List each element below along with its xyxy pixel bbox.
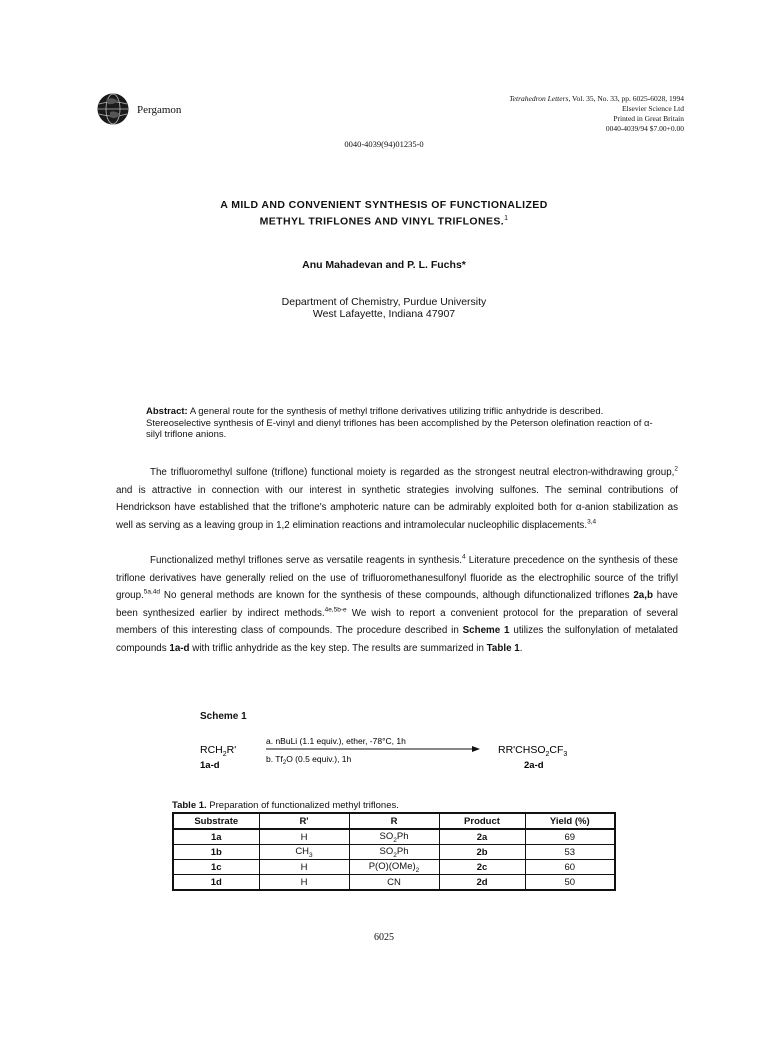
cell-product: 2a (439, 829, 525, 845)
p2-ref-2: 5a,4d (143, 588, 161, 596)
table-row (173, 875, 615, 891)
scheme-product-label: 2a-d (524, 760, 544, 771)
p2-text-e: We wish to report a convenient protocol for the preparation of several members of this interesting class of compounds. The procedure described in (116, 607, 678, 637)
cell-substrate: 1b (173, 845, 259, 860)
cell-substrate: 1d (173, 875, 259, 891)
p2-text-d: have been synthesized earlier by indirect methods. (116, 590, 678, 619)
scheme-reactant-label: 1a-d (200, 760, 220, 771)
journal-name: Tetrahedron Letters (509, 94, 569, 103)
p2-text-b: Literature precedence on the synthesis of these triflone derivatives have generally relied on the use of trifluoromethanesulfonyl fluoride as the electrophilic source of the triflyl group. (116, 555, 678, 602)
header-product: Product (439, 813, 525, 829)
header-yield: Yield (%) (525, 813, 615, 829)
cell-rprime: $CH_3$ (259, 845, 349, 860)
paper-title (120, 198, 648, 229)
body-paragraph-2 (116, 552, 678, 658)
table-caption-label: Table 1. (172, 800, 207, 811)
scheme-title: Scheme 1 (200, 711, 247, 722)
p2-ref-1: 4 (461, 553, 466, 561)
journal-price: 0040-4039/94 $7.00+0.00 (605, 124, 684, 133)
cell-rprime: H (259, 875, 349, 891)
header-rprime: R' (259, 813, 349, 829)
p1-ref-1: 2 (674, 465, 678, 473)
p2-text-c: No general methods are known for the synthesis of these compounds, although difunctionalized triflones (160, 590, 634, 602)
cell-product: 2c (439, 860, 525, 875)
cell-r: $P(O)(OMe)_2$ (349, 860, 439, 875)
p2-scheme-ref: Scheme 1 (462, 625, 510, 637)
header-substrate: Substrate (173, 813, 259, 829)
cell-r: $SO_2Ph$ (349, 845, 439, 860)
cell-yield: 60 (525, 860, 615, 875)
results-table (172, 812, 616, 891)
table-row (173, 845, 615, 860)
cell-yield: 50 (525, 875, 615, 891)
journal-info (509, 94, 684, 134)
table-row (173, 860, 615, 875)
p2-ref-3: 4e,5b-e (324, 606, 347, 614)
journal-volume: , Vol. 35, No. 33, pp. 6025-6028, 1994 (568, 94, 684, 103)
journal-printed: Printed in Great Britain (613, 114, 684, 123)
scheme-reactant: $RCH_2R'$ (200, 744, 237, 758)
table-row (173, 829, 615, 845)
affiliation-line-1: Department of Chemistry, Purdue University (281, 296, 487, 308)
table-caption-text: Preparation of functionalized methyl triflones. (206, 800, 399, 811)
p1-ref-2: 3,4 (587, 518, 597, 526)
table-header-row (173, 813, 615, 829)
header-r: R (349, 813, 439, 829)
title-line-2: METHYL TRIFLONES AND VINYL TRIFLONES. (259, 215, 505, 228)
p1-text-a: The trifluoromethyl sulfone (triflone) functional moiety is regarded as the strongest neutral electron-withdrawing group, (150, 467, 675, 478)
cell-r: $SO_2Ph$ (349, 829, 439, 845)
publisher-name: Pergamon (137, 104, 182, 116)
table-caption (172, 800, 399, 811)
cell-rprime: H (259, 829, 349, 845)
cell-yield: 53 (525, 845, 615, 860)
p2-table-ref: Table 1 (486, 642, 520, 654)
cell-r: CN (349, 875, 439, 891)
p2-compound-1ad: 1a-d (169, 642, 190, 654)
scheme-product: $RR'CHSO_2CF_3$ (498, 744, 568, 758)
cell-substrate: 1a (173, 829, 259, 845)
authors: Anu Mahadevan and P. L. Fuchs* (302, 259, 466, 271)
p1-text-b: and is attractive in connection with our interest in synthetic strategies involving sulfones. The seminal contributions of Hendrickson have established that the triflone's amphoteric nature can be admirably exploited both for α-anion stabilization as well as serving as a leaving group in 1,2 elimination reactions and intramolecular nucleophilic displacements. (116, 484, 678, 531)
scheme-1-reaction (196, 728, 616, 794)
journal-publisher: Elsevier Science Ltd (621, 104, 684, 113)
title-reference: 1 (504, 215, 509, 222)
p2-text-g: with triflic anhydride as the key step. The results are summarized in (189, 642, 487, 654)
title-line-1: A MILD AND CONVENIENT SYNTHESIS OF FUNCTIONALIZED (220, 199, 548, 211)
abstract-text: A general route for the synthesis of methyl triflone derivatives utilizing triflic anhydride is described. Stereoselective synthesis of E-vinyl and dienyl triflones has been accomplished by the Peterson olefination reaction of α-silyl triflone anions. (146, 406, 653, 440)
cell-product: 2d (439, 875, 525, 891)
abstract (146, 406, 666, 441)
cell-product: 2b (439, 845, 525, 860)
doi-code: 0040-4039(94)01235-0 (344, 139, 424, 149)
pergamon-logo-icon (96, 92, 130, 126)
cell-yield: 69 (525, 829, 615, 845)
body-paragraph-1 (116, 464, 678, 534)
affiliation-line-2: West Lafayette, Indiana 47907 (312, 308, 456, 320)
scheme-condition-b: b. $Tf_2O$ (0.5 equiv.), 1h (266, 754, 352, 766)
p2-text-f: utilizes the sulfonylation of metalated compounds (116, 625, 679, 654)
p2-compound-2ab: 2a,b (633, 590, 653, 602)
affiliation (0, 296, 768, 320)
p2-text-h: . (519, 642, 523, 654)
abstract-label: Abstract: (146, 406, 188, 417)
p2-text-a: Functionalized methyl triflones serve as versatile reagents in synthesis. (150, 555, 462, 566)
reaction-arrow-head-icon (472, 746, 480, 752)
page-number: 6025 (374, 932, 394, 943)
cell-rprime: H (259, 860, 349, 875)
cell-substrate: 1c (173, 860, 259, 875)
scheme-condition-a: a. nBuLi (1.1 equiv.), ether, -78°C, 1h (266, 736, 406, 746)
